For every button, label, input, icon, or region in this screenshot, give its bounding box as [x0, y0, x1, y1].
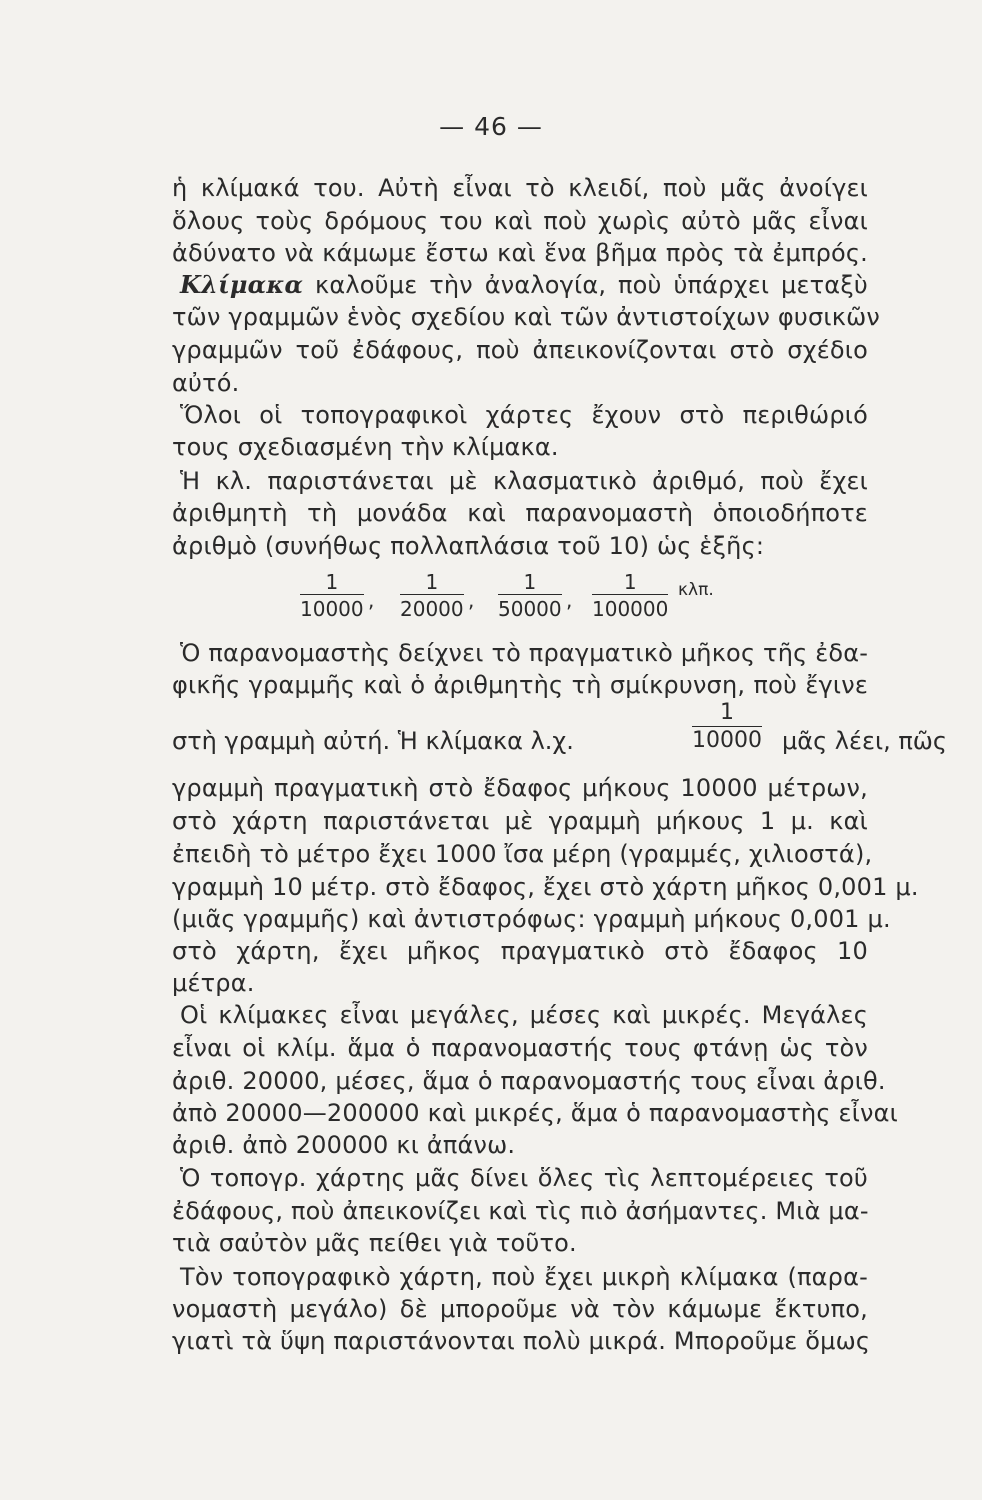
- text-line: αὐτό.: [172, 369, 240, 397]
- denominator: 20000: [400, 594, 464, 621]
- text-line: ἡ κλίμακά του. Αὐτὴ εἶναι τὸ κλειδί, ποὺ μᾶς ἀνοίγει: [172, 174, 868, 202]
- denominator: 50000: [498, 594, 562, 621]
- text-line: στὴ γραμμὴ αὐτή. Ἡ κλίμακα λ.χ.: [172, 727, 574, 755]
- text-line: στὸ χάρτη παριστάνεται μὲ γραμμὴ μήκους 1 μ. καὶ: [172, 807, 868, 835]
- text-line: Ἡ κλ. παριστάνεται μὲ κλασματικὸ ἀριθμό, ποὺ ἔχει: [180, 467, 868, 495]
- text-line: στὸ χάρτη, ἔχει μῆκος πραγματικὸ στὸ ἔδαφος 10: [172, 937, 868, 965]
- fractions-suffix: κλπ.: [678, 580, 714, 600]
- text-line: ἀπὸ 20000—200000 καὶ μικρές, ἅμα ὁ παρανομαστὴς εἶναι: [172, 1099, 898, 1127]
- text-line: (μιᾶς γραμμῆς) καὶ ἀντιστρόφως: γραμμὴ μήκους 0,001 μ.: [172, 905, 891, 933]
- text-line: γιατὶ τὰ ὕψη παριστάνονται πολὺ μικρά. Μποροῦμε ὅμως: [172, 1327, 871, 1355]
- text-line: τιὰ σαὐτὸν μᾶς πείθει γιὰ τοῦτο.: [172, 1229, 577, 1257]
- numerator: 1: [325, 570, 339, 594]
- inline-fraction: [692, 700, 762, 755]
- text-line: μέτρα.: [172, 969, 255, 997]
- defined-term: Κλίμακα: [180, 270, 304, 299]
- text-line: εἶναι οἱ κλίμ. ἅμα ὁ παρανομαστής τους φτάνῃ ὡς τὸν: [172, 1034, 868, 1062]
- numerator: 1: [523, 570, 537, 594]
- text-line: Τὸν τοπογραφικὸ χάρτη, ποὺ ἔχει μικρὴ κλίμακα (παρα-: [180, 1263, 868, 1291]
- scale-fractions: $\frac{1}{10000}$ , $\frac{1}{20000}$ , $\frac{1}{50000}$ , $\frac{1}{100000}$ κλπ.: [300, 570, 714, 621]
- text-line: τῶν γραμμῶν ἑνὸς σχεδίου καὶ τῶν ἀντιστοίχων φυσικῶν: [172, 303, 880, 331]
- text-line: ἀριθ. 20000, μέσες, ἅμα ὁ παρανομαστής τους εἶναι ἀριθ.: [172, 1067, 886, 1095]
- denominator: 10000: [300, 594, 364, 621]
- text-line: νομαστὴ μεγάλο) δὲ μποροῦμε νὰ τὸν κάμωμε ἔκτυπο,: [172, 1295, 868, 1323]
- numerator: 1: [425, 570, 439, 594]
- fraction: [498, 570, 562, 621]
- text-line: Οἱ κλίμακες εἶναι μεγάλες, μέσες καὶ μικρές. Μεγάλες: [180, 1001, 868, 1029]
- text-line: Ὁ τοπογρ. χάρτης μᾶς δίνει ὅλες τὶς λεπτομέρειες τοῦ: [180, 1164, 868, 1192]
- denominator: 10000: [692, 728, 762, 753]
- text-line: Ὅλοι οἱ τοπογραφικοὶ χάρτες ἔχουν στὸ περιθώριό: [180, 401, 868, 429]
- text-line: γραμμῶν τοῦ ἐδάφους, ποὺ ἀπεικονίζονται στὸ σχέδιο: [172, 336, 868, 364]
- text-line: ἀριθμὸ (συνήθως πολλαπλάσια τοῦ 10) ὡς ἑξῆς:: [172, 532, 765, 560]
- page-number: — 46 —: [439, 112, 543, 141]
- text-line: ἀδύνατο νὰ κάμωμε ἔστω καὶ ἕνα βῆμα πρὸς τὰ ἐμπρός.: [172, 239, 868, 267]
- fraction: [592, 570, 668, 621]
- text-line: ὅλους τοὺς δρόμους του καὶ ποὺ χωρὶς αὐτὸ μᾶς εἶναι: [172, 207, 868, 235]
- text-line: γραμμὴ 10 μέτρ. στὸ ἔδαφος, ἔχει στὸ χάρτη μῆκος 0,001 μ.: [172, 873, 919, 901]
- text-line: φικῆς γραμμῆς καὶ ὁ ἀριθμητὴς τὴ σμίκρυνση, ποὺ ἔγινε: [172, 671, 868, 699]
- denominator: 100000: [592, 594, 668, 621]
- text-line: [180, 270, 868, 300]
- text-line: γραμμὴ πραγματικὴ στὸ ἔδαφος μήκους 10000 μέτρων,: [172, 774, 868, 802]
- text-line: Ὁ παρανομαστὴς δείχνει τὸ πραγματικὸ μῆκος τῆς ἐδα-: [180, 639, 869, 667]
- text-line: τους σχεδιασμένη τὴν κλίμακα.: [172, 433, 559, 461]
- text-line: ἐδάφους, ποὺ ἀπεικονίζει καὶ τὶς πιὸ ἀσήμαντες. Μιὰ μα-: [172, 1197, 869, 1225]
- text-line: ἀριθμητὴ τὴ μονάδα καὶ παρανομαστὴ ὁποιοδήποτε: [172, 499, 868, 527]
- fraction: [400, 570, 464, 621]
- fraction: [300, 570, 364, 621]
- text-line: ἀριθ. ἀπὸ 200000 κι ἀπάνω.: [172, 1131, 516, 1159]
- numerator: 1: [623, 570, 637, 594]
- numerator: 1: [720, 700, 734, 725]
- text-span: καλοῦμε τὴν ἀναλογία, ποὺ ὑπάρχει μεταξὺ: [303, 271, 868, 299]
- text-line: μᾶς λέει, πῶς: [782, 727, 947, 755]
- text-line: ἐπειδὴ τὸ μέτρο ἔχει 1000 ἴσα μέρη (γραμμές, χιλιοστά),: [172, 840, 873, 868]
